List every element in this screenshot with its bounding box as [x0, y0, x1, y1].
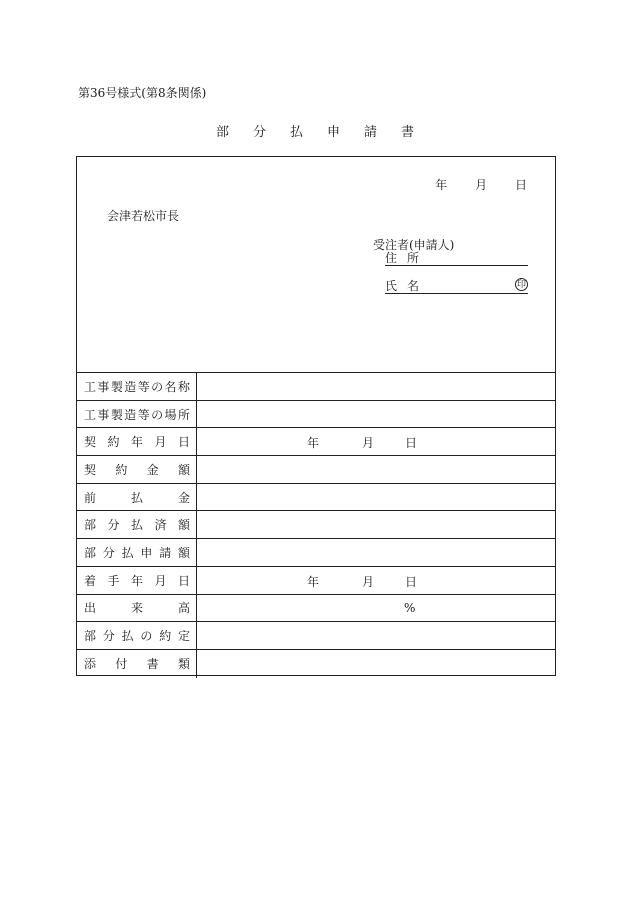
row-value-cell[interactable] [197, 650, 555, 678]
row-label: 部 分 払 の 約 定 [77, 622, 197, 649]
table-row [77, 511, 555, 539]
form-table [76, 156, 556, 676]
row-label: 着 手 年 月 日 [77, 567, 197, 594]
document-title: 部分払申請書 [215, 125, 438, 140]
row-value-cell[interactable] [197, 539, 555, 566]
percent-unit: % [404, 600, 416, 615]
row-label: 部 分 払 申 請 額 [77, 539, 197, 566]
row-value-cell[interactable] [197, 595, 555, 622]
table-row [77, 456, 555, 484]
address-field[interactable] [385, 251, 528, 266]
table-row [77, 373, 555, 401]
table-row [77, 567, 555, 595]
date-part: 日 [405, 436, 418, 451]
address-label: 住所 [385, 251, 430, 265]
row-label: 部 分 払 済 額 [77, 511, 197, 538]
row-value-cell[interactable] [197, 484, 555, 511]
row-label: 工 事 製 造 等 の 場 所 [77, 401, 197, 428]
name-label: 氏名 [385, 279, 430, 293]
row-label: 前 払 金 [77, 484, 197, 511]
addressee: 会津若松市長 [107, 209, 180, 223]
table-row [77, 428, 555, 456]
table-row [77, 622, 555, 650]
date-month: 月 [475, 178, 488, 192]
form-number: 第36号様式(第8条関係) [78, 86, 207, 100]
table-row [77, 650, 555, 678]
date-year: 年 [435, 178, 448, 192]
row-value-cell[interactable] [197, 622, 555, 649]
name-field[interactable] [385, 279, 528, 294]
seal-icon: 印 [516, 280, 526, 290]
row-value-cell[interactable] [197, 401, 555, 428]
date-day: 日 [514, 178, 527, 192]
header-section [77, 157, 555, 373]
row-value-cell[interactable] [197, 567, 555, 594]
row-value-cell[interactable] [197, 456, 555, 483]
applicant-title: 受注者(申請人) [373, 238, 455, 252]
table-row [77, 401, 555, 429]
row-label: 契 約 金 額 [77, 456, 197, 483]
table-row [77, 595, 555, 623]
row-label: 添 付 書 類 [77, 650, 197, 678]
date-part: 月 [362, 436, 375, 451]
date-part: 年 [307, 436, 320, 451]
row-label: 契 約 年 月 日 [77, 428, 197, 455]
date-part: 月 [362, 574, 375, 589]
table-row [77, 539, 555, 567]
row-label: 出 来 高 [77, 595, 197, 622]
table-row [77, 484, 555, 512]
date-part: 日 [405, 574, 418, 589]
row-label: 工 事 製 造 等 の 名 称 [77, 373, 197, 400]
row-value-cell[interactable] [197, 373, 555, 400]
date-part: 年 [307, 574, 320, 589]
row-value-cell[interactable] [197, 428, 555, 455]
submission-date [435, 176, 527, 193]
detail-rows [77, 373, 555, 678]
row-value-cell[interactable] [197, 511, 555, 538]
